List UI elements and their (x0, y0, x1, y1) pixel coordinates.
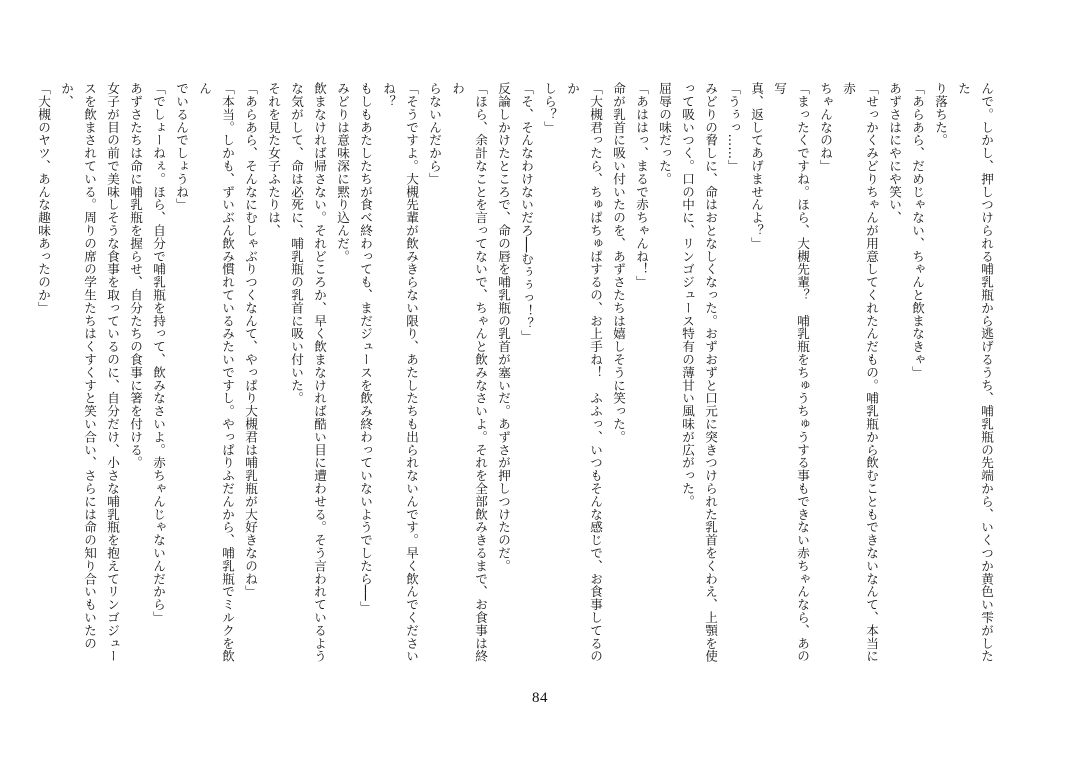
text-line: な気がして、命は必死に、哺乳瓶の乳首に吸い付いた。 (289, 82, 304, 405)
text-line: 「まったくですね。ほら、大槻先輩？ 哺乳瓶をちゅうちゅうする事もできない赤ちゃんなら、あの写 (772, 82, 810, 663)
text-line: らないんだから」 (427, 82, 442, 186)
text-line: あずさはにやにや笑い、 (887, 82, 902, 224)
vertical-text-block (36, 82, 998, 664)
text-line: 屈辱の味だった。 (657, 82, 672, 186)
text-line: 「そうですよ。大槻先輩が飲みきらない限り、あたしたちも出られないんです。早く飲んでくださいね？ (381, 82, 419, 663)
text-line: 「あらあら、そんなにむしゃぶりつくなんて、やっぱり大槻君は哺乳瓶が大好きなのね」 (243, 82, 258, 598)
text-line: 「大槻のヤツ、あんな趣味あったのか」 (36, 82, 51, 315)
text-line: り落ちた。 (933, 82, 948, 147)
text-line: 「せっかくみどりちゃんが用意してくれたんだもの。哺乳瓶から飲むこともできないなんて、本当に赤 (841, 82, 879, 663)
page-number: 84 (532, 690, 548, 706)
text-line: でいるんでしょうね」 (174, 82, 189, 211)
text-line: スを飲まされている。周りの席の学生たちはくすくすと笑い合い、さらには命の知り合いもいたのか、 (59, 82, 97, 650)
text-line: 「うぅっ……」 (726, 82, 741, 173)
text-line: 「そ、そんなわけないだろ──むぅぅっ！？」 (519, 82, 534, 343)
text-line: 「あらあら、だめじゃない、ちゃんと飲まなきゃ」 (910, 82, 925, 379)
text-line: 「ほら、余計なことを言ってないで、ちゃんと飲みなさいよ。それを全部飲みきるまで、お食事は終わ (450, 82, 488, 663)
text-line: 「でしょーねぇ。ほら、自分で哺乳瓶を持って、飲みなさいよ。赤ちゃんじゃないんだから」 (151, 82, 166, 624)
text-line: それを見た女子ふたりは、 (266, 82, 281, 237)
text-line: って吸いつく。口の中に、リンゴジュース特有の薄甘い風味が広がった。 (680, 82, 695, 508)
text-line: しら？」 (542, 82, 557, 134)
text-line: みどりは意味深に黙り込んだ。 (335, 82, 350, 263)
text-line: 「あははっ、まるで赤ちゃんね！」 (634, 82, 649, 289)
text-line: 反論しかけたところで、命の唇を哺乳瓶の乳首が塞いだ。あずさが押しつけたのだ。 (496, 82, 511, 573)
text-line: 飲まなければ帰さない。それどころか、早く飲まなければ酷い目に遭わせる。そう言われているよう (312, 82, 327, 663)
text-line: 真、返してあげませんよ？」 (749, 82, 764, 250)
text-line: 女子が目の前で美味しそうな食事を取っているのに、自分だけ、小さな哺乳瓶を抱えてリンゴジュー (105, 82, 120, 663)
text-line: もしもあたしたちが食べ終わっても、まだジュースを飲み終わっていないようでしたら──」 (358, 82, 373, 614)
text-line: ちゃんなのね」 (818, 82, 833, 173)
text-line: んで。しかし、押しつけられる哺乳瓶から逃げるうち、哺乳瓶の先端から、いくつか黄色い雫がしたた (956, 82, 994, 663)
text-line: あずさたちは命に哺乳瓶を握らせ、自分たちの食事に箸を付ける。 (128, 82, 143, 469)
text-line: 命が乳首に吸い付いたのを、あずさたちは嬉しそうに笑った。 (611, 82, 626, 444)
text-line: 「本当。しかも、ずいぶん飲み慣れているみたいですし。やっぱりふだんから、哺乳瓶でミルクを飲ん (197, 82, 235, 663)
text-line: 「大槻君ったら、ちゅぱちゅぱするの、お上手ね！ ふふっ、いつもそんな感じで、お食事してるのか (565, 82, 603, 663)
text-line: みどりの脅しに、命はおとなしくなった。おずおずと口元に突きつけられた乳首をくわえ、上顎を使 (703, 82, 718, 663)
